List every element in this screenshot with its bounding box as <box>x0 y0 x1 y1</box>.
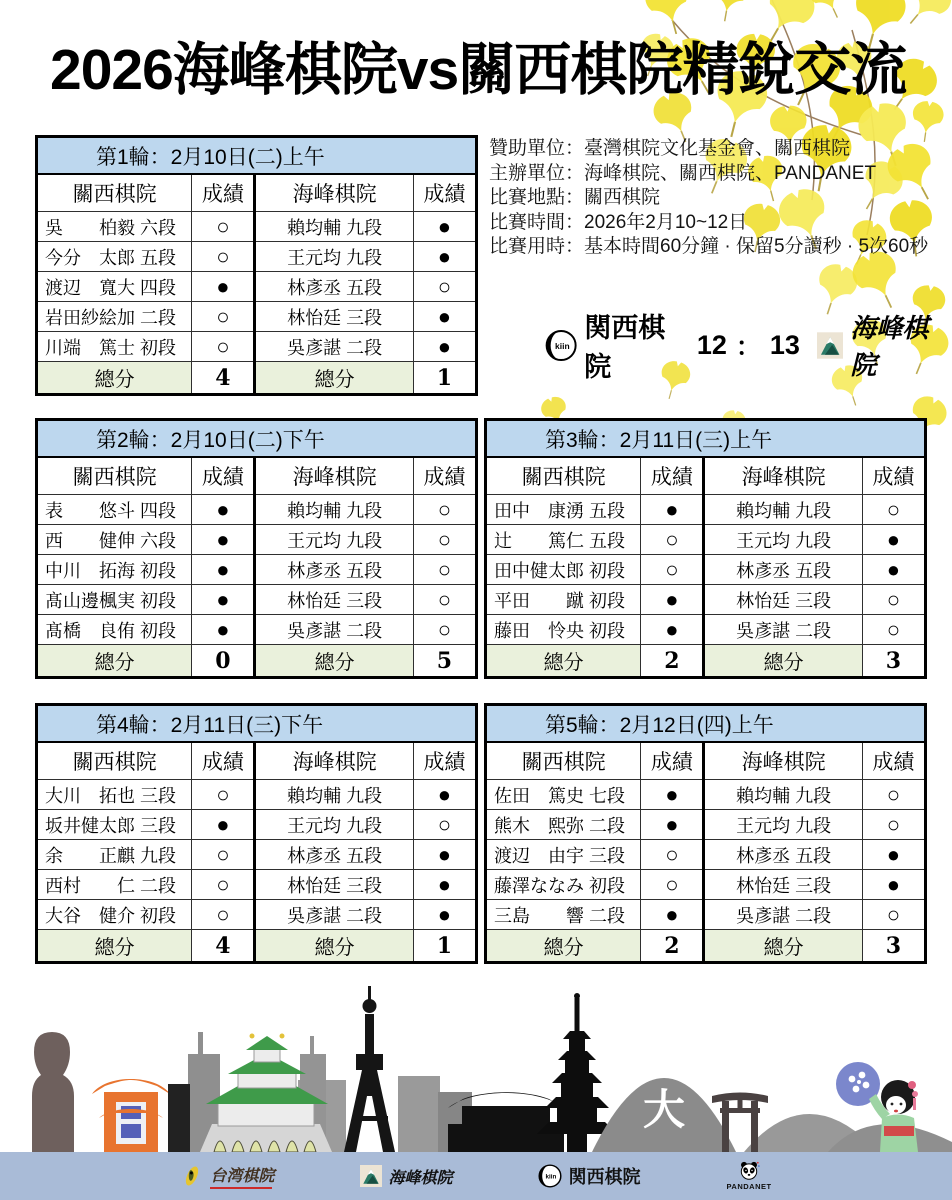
haifeng-player-name: 林怡廷 三段 <box>255 870 413 900</box>
kansai-result-mark: ● <box>192 495 255 525</box>
haifeng-result-mark: ● <box>862 870 925 900</box>
footer-band <box>0 1152 952 1200</box>
haifeng-player-name: 王元均 九段 <box>255 810 413 840</box>
haifeng-column-header: 海峰棋院 <box>255 174 413 212</box>
match-row <box>486 555 926 585</box>
haifeng-player-name: 王元均 九段 <box>255 242 413 272</box>
haifeng-player-name: 吳彥諶 二段 <box>255 615 413 645</box>
round-table <box>35 135 478 396</box>
kansai-result-mark: ● <box>192 555 255 585</box>
kansai-total-label: 總分 <box>37 930 192 963</box>
daimonji-character: 大 <box>642 1086 686 1133</box>
result-column-header: 成績 <box>192 457 255 495</box>
kansai-total-label: 總分 <box>486 930 641 963</box>
kansai-player-name: 藤田 怜央 初段 <box>486 615 641 645</box>
kansai-column-header: 關西棋院 <box>37 174 192 212</box>
kansai-result-mark: ● <box>641 900 704 930</box>
haifeng-result-mark: ● <box>413 212 476 242</box>
kansai-score: 12 <box>696 329 727 360</box>
haifeng-result-mark: ● <box>413 332 476 362</box>
kansai-footer-label: 関西棋院 <box>568 1167 641 1187</box>
taiwan-qiyuan-caption-line <box>210 1187 272 1189</box>
footer-logo-haifeng <box>360 1165 452 1188</box>
haifeng-player-name: 林彥丞 五段 <box>704 555 862 585</box>
haifeng-total-score: 3 <box>862 645 925 678</box>
result-column-header: 成績 <box>413 742 476 780</box>
kansai-result-mark: ○ <box>641 525 704 555</box>
score-colon: ： <box>735 333 761 361</box>
overall-scoreboard <box>545 306 952 384</box>
haifeng-column-header: 海峰棋院 <box>704 742 862 780</box>
kansai-total-label: 總分 <box>37 645 192 678</box>
result-column-header: 成績 <box>413 457 476 495</box>
total-row <box>486 930 926 963</box>
haifeng-logo-icon <box>360 1165 382 1187</box>
info-time-control: 比賽用時：基本時間60分鐘 · 保留5分讀秒 · 5次60秒 <box>489 236 929 258</box>
haifeng-player-name: 林怡廷 三段 <box>704 870 862 900</box>
haifeng-logo-icon <box>817 332 843 359</box>
buddha-silhouette <box>32 1032 74 1152</box>
haifeng-result-mark: ● <box>413 840 476 870</box>
haifeng-footer-label: 海峰棋院 <box>388 1167 453 1187</box>
info-organizer: 主辦單位：海峰棋院、關西棋院、PANDANET <box>489 162 877 184</box>
haifeng-player-name: 賴均輔 九段 <box>255 780 413 810</box>
haifeng-result-mark: ○ <box>413 272 476 302</box>
kansai-player-name: 表 悠斗 四段 <box>37 495 192 525</box>
match-row <box>486 810 926 840</box>
haifeng-result-mark: ● <box>413 242 476 272</box>
kansai-total-score: 4 <box>192 930 255 963</box>
kansai-result-mark: ○ <box>192 900 255 930</box>
kansai-kiin-logo-icon <box>545 329 577 362</box>
haifeng-result-mark: ○ <box>413 810 476 840</box>
kansai-result-mark: ● <box>192 810 255 840</box>
haifeng-result-mark: ○ <box>862 585 925 615</box>
round-table <box>35 703 478 964</box>
orange-gate <box>92 1079 170 1152</box>
kansai-result-mark: ○ <box>192 212 255 242</box>
kansai-result-mark: ○ <box>192 302 255 332</box>
taiwan-qiyuan-label: 台湾棋院 <box>210 1166 275 1185</box>
info-venue: 比賽地點：關西棋院 <box>489 187 661 209</box>
match-row <box>37 242 477 272</box>
kansai-result-mark: ○ <box>192 780 255 810</box>
kansai-result-mark: ○ <box>192 870 255 900</box>
kansai-result-mark: ○ <box>641 840 704 870</box>
total-row <box>37 645 477 678</box>
haifeng-total-score: 1 <box>413 930 476 963</box>
kansai-team-label: 関西棋院 <box>584 313 666 382</box>
skyline-illustration <box>0 984 952 1152</box>
haifeng-score: 13 <box>769 329 800 360</box>
match-row <box>37 332 477 362</box>
round-table <box>35 418 478 679</box>
pandanet-logo-icon <box>738 1161 760 1181</box>
kansai-result-mark: ○ <box>192 242 255 272</box>
haifeng-player-name: 林彥丞 五段 <box>255 272 413 302</box>
haifeng-player-name: 賴均輔 九段 <box>255 495 413 525</box>
haifeng-result-mark: ● <box>862 525 925 555</box>
kansai-result-mark: ○ <box>641 555 704 585</box>
taiwan-qiyuan-logo-icon <box>180 1164 204 1188</box>
result-column-header: 成績 <box>641 742 704 780</box>
haifeng-total-score: 1 <box>413 362 476 395</box>
kansai-player-name: 岩田紗絵加 二段 <box>37 302 192 332</box>
kansai-player-name: 三島 響 二段 <box>486 900 641 930</box>
round-table <box>484 418 927 679</box>
kansai-player-name: 中川 拓海 初段 <box>37 555 192 585</box>
kansai-player-name: 渡辺 寬大 四段 <box>37 272 192 302</box>
kansai-column-header: 關西棋院 <box>486 457 641 495</box>
haifeng-player-name: 吳彥諶 二段 <box>255 332 413 362</box>
result-column-header: 成績 <box>192 742 255 780</box>
kansai-result-mark: ● <box>641 495 704 525</box>
haifeng-player-name: 林怡廷 三段 <box>255 302 413 332</box>
kansai-column-header: 關西棋院 <box>37 457 192 495</box>
result-column-header: 成績 <box>641 457 704 495</box>
haifeng-result-mark: ○ <box>413 525 476 555</box>
round-3-table-slot <box>484 418 927 679</box>
haifeng-total-score: 5 <box>413 645 476 678</box>
kansai-total-score: 0 <box>192 645 255 678</box>
kansai-player-name: 佐田 篤史 七段 <box>486 780 641 810</box>
kansai-result-mark: ● <box>641 780 704 810</box>
kansai-player-name: 坂井健太郎 三段 <box>37 810 192 840</box>
kansai-result-mark: ○ <box>641 870 704 900</box>
kansai-player-name: 田中 康湧 五段 <box>486 495 641 525</box>
kansai-player-name: 田中健太郎 初段 <box>486 555 641 585</box>
haifeng-player-name: 吳彥諶 二段 <box>704 615 862 645</box>
haifeng-result-mark: ○ <box>862 810 925 840</box>
haifeng-column-header: 海峰棋院 <box>704 457 862 495</box>
svg-text:kiin: kiin <box>555 340 570 351</box>
haifeng-player-name: 林彥丞 五段 <box>255 840 413 870</box>
round-title: 第5輪：2月12日(四)上午 <box>486 705 926 743</box>
match-row <box>37 870 477 900</box>
match-row <box>486 525 926 555</box>
kansai-player-name: 西村 仁 二段 <box>37 870 192 900</box>
kansai-player-name: 吳 柏毅 六段 <box>37 212 192 242</box>
kansai-player-name: 平田 蹴 初段 <box>486 585 641 615</box>
info-sponsor: 贊助單位：臺灣棋院文化基金會、關西棋院 <box>489 138 851 159</box>
pandanet-footer-label: PANDANET <box>726 1182 772 1191</box>
haifeng-result-mark: ○ <box>862 900 925 930</box>
haifeng-result-mark: ● <box>413 900 476 930</box>
kansai-column-header: 關西棋院 <box>486 742 641 780</box>
haifeng-result-mark: ● <box>413 780 476 810</box>
match-row <box>486 495 926 525</box>
haifeng-player-name: 賴均輔 九段 <box>255 212 413 242</box>
kansai-player-name: 熊木 熙弥 二段 <box>486 810 641 840</box>
match-row <box>486 615 926 645</box>
haifeng-player-name: 王元均 九段 <box>704 525 862 555</box>
result-column-header: 成績 <box>192 174 255 212</box>
kansai-player-name: 余 正麒 九段 <box>37 840 192 870</box>
haifeng-total-label: 總分 <box>255 930 413 963</box>
haifeng-total-score: 3 <box>862 930 925 963</box>
round-title: 第1輪：2月10日(二)上午 <box>37 137 477 175</box>
total-row <box>37 930 477 963</box>
haifeng-result-mark: ○ <box>862 615 925 645</box>
match-row <box>486 780 926 810</box>
kansai-result-mark: ● <box>192 525 255 555</box>
haifeng-result-mark: ○ <box>862 780 925 810</box>
round-table <box>484 703 927 964</box>
haifeng-result-mark: ○ <box>413 615 476 645</box>
haifeng-player-name: 林怡廷 三段 <box>255 585 413 615</box>
tsutenkaku-tower <box>344 986 395 1152</box>
haifeng-result-mark: ● <box>413 302 476 332</box>
kansai-result-mark: ○ <box>192 332 255 362</box>
haifeng-result-mark: ● <box>413 870 476 900</box>
match-row <box>486 870 926 900</box>
haifeng-player-name: 林彥丞 五段 <box>704 840 862 870</box>
kansai-result-mark: ● <box>192 272 255 302</box>
haifeng-column-header: 海峰棋院 <box>255 742 413 780</box>
haifeng-player-name: 吳彥諶 二段 <box>704 900 862 930</box>
kansai-result-mark: ● <box>192 615 255 645</box>
round-1-table-slot <box>35 135 478 396</box>
kansai-result-mark: ● <box>192 585 255 615</box>
kansai-player-name: 西 健伸 六段 <box>37 525 192 555</box>
kansai-player-name: 大川 拓也 三段 <box>37 780 192 810</box>
haifeng-result-mark: ● <box>862 840 925 870</box>
kansai-total-label: 總分 <box>486 645 641 678</box>
kansai-result-mark: ● <box>641 585 704 615</box>
kansai-kiin-logo-icon <box>538 1164 562 1188</box>
haifeng-player-name: 林怡廷 三段 <box>704 585 862 615</box>
match-row <box>486 585 926 615</box>
round-title: 第2輪：2月10日(二)下午 <box>37 420 477 458</box>
kansai-player-name: 大谷 健介 初段 <box>37 900 192 930</box>
total-row <box>486 645 926 678</box>
footer-logo-taiwan <box>180 1163 274 1189</box>
kansai-player-name: 川端 篤士 初段 <box>37 332 192 362</box>
haifeng-player-name: 賴均輔 九段 <box>704 780 862 810</box>
info-date: 比賽時間：2026年2月10~12日 <box>489 211 748 233</box>
match-row <box>37 810 477 840</box>
kansai-total-label: 總分 <box>37 362 192 395</box>
haifeng-total-label: 總分 <box>704 930 862 963</box>
kansai-result-mark: ● <box>641 615 704 645</box>
match-row <box>37 302 477 332</box>
match-row <box>37 615 477 645</box>
match-row <box>486 840 926 870</box>
round-title: 第4輪：2月11日(三)下午 <box>37 705 477 743</box>
match-row <box>37 780 477 810</box>
kansai-total-score: 2 <box>641 930 704 963</box>
match-row <box>37 212 477 242</box>
kansai-result-mark: ● <box>641 810 704 840</box>
haifeng-player-name: 吳彥諶 二段 <box>255 900 413 930</box>
match-row <box>37 900 477 930</box>
footer-logo-pandanet <box>726 1161 771 1191</box>
haifeng-result-mark: ● <box>862 555 925 585</box>
haifeng-column-header: 海峰棋院 <box>255 457 413 495</box>
svg-text:kiin: kiin <box>545 1173 557 1181</box>
match-row <box>37 585 477 615</box>
match-row <box>486 900 926 930</box>
haifeng-result-mark: ○ <box>413 495 476 525</box>
haifeng-result-mark: ○ <box>413 585 476 615</box>
haifeng-total-label: 總分 <box>255 362 413 395</box>
kansai-player-name: 辻 篤仁 五段 <box>486 525 641 555</box>
kansai-total-score: 2 <box>641 645 704 678</box>
kansai-player-name: 今分 太郎 五段 <box>37 242 192 272</box>
page-title: 2026海峰棋院vs關西棋院精銳交流 <box>50 38 907 102</box>
kansai-total-score: 4 <box>192 362 255 395</box>
match-row <box>37 525 477 555</box>
haifeng-player-name: 王元均 九段 <box>704 810 862 840</box>
result-column-header: 成績 <box>862 457 925 495</box>
kansai-player-name: 渡辺 由宇 三段 <box>486 840 641 870</box>
haifeng-result-mark: ○ <box>862 495 925 525</box>
haifeng-player-name: 賴均輔 九段 <box>704 495 862 525</box>
match-row <box>37 555 477 585</box>
result-column-header: 成績 <box>413 174 476 212</box>
haifeng-player-name: 林彥丞 五段 <box>255 555 413 585</box>
kansai-player-name: 藤澤ななみ 初段 <box>486 870 641 900</box>
kansai-player-name: 髙山邊楓実 初段 <box>37 585 192 615</box>
kansai-column-header: 關西棋院 <box>37 742 192 780</box>
footer-logo-kansai <box>538 1163 640 1189</box>
event-info-block <box>489 137 928 260</box>
round-4-table-slot <box>35 703 478 964</box>
kansai-player-name: 髙橋 良侑 初段 <box>37 615 192 645</box>
haifeng-player-name: 王元均 九段 <box>255 525 413 555</box>
round-5-table-slot <box>484 703 927 964</box>
total-row <box>37 362 477 395</box>
result-column-header: 成績 <box>862 742 925 780</box>
haifeng-total-label: 總分 <box>255 645 413 678</box>
haifeng-result-mark: ○ <box>413 555 476 585</box>
match-row <box>37 272 477 302</box>
round-title: 第3輪：2月11日(三)上午 <box>486 420 926 458</box>
match-row <box>37 495 477 525</box>
match-row <box>37 840 477 870</box>
haifeng-team-label: 海峰棋院 <box>850 314 929 381</box>
haifeng-total-label: 總分 <box>704 645 862 678</box>
round-2-table-slot <box>35 418 478 679</box>
kansai-result-mark: ○ <box>192 840 255 870</box>
